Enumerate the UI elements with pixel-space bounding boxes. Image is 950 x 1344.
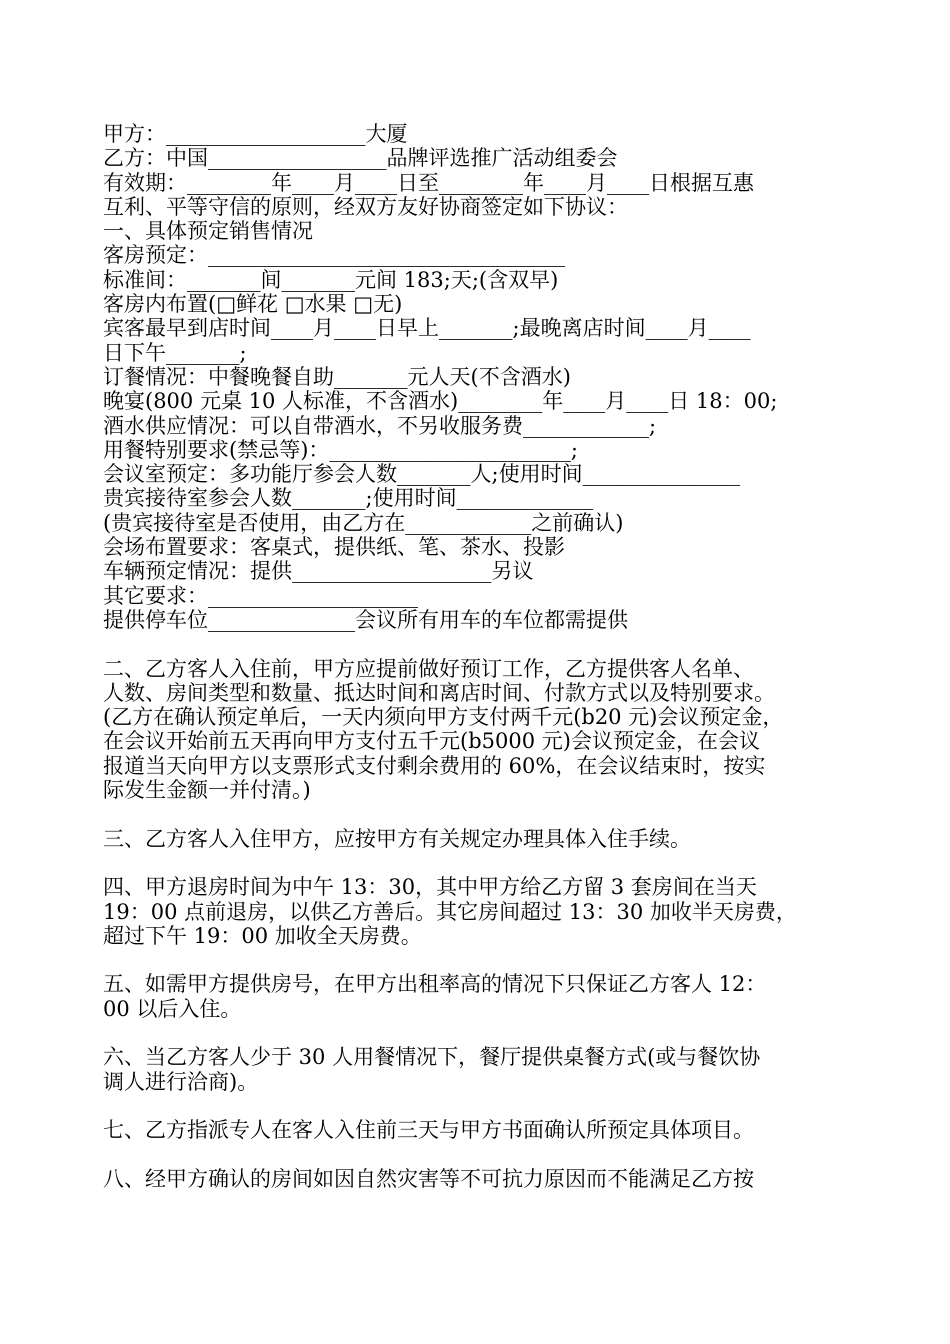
banquet-line: 晚宴(800 元桌 10 人标准，不含酒水)________年____月____日 18：00; <box>103 389 778 414</box>
paragraph-spacer <box>103 1021 863 1045</box>
vip-room-confirm-line: (贵宾接待室是否使用，由乙方在____________之前确认) <box>103 510 624 535</box>
paragraph-spacer <box>103 948 863 972</box>
clause-6-line: 六、当乙方客人少于 30 人用餐情况下，餐厅提供桌餐方式(或与餐饮协 <box>103 1045 761 1070</box>
dining-requirements-line: 用餐特别要求(禁忌等)：_______________________; <box>103 437 578 462</box>
clause-3 <box>103 827 863 851</box>
clause-8 <box>103 1167 863 1191</box>
parking-line: 提供停车位______________会议所有用车的车位都需提供 <box>103 607 628 632</box>
validity-line: 有效期：________年____月____日至________年____月____日根据互惠 <box>103 170 754 195</box>
clause-7-line: 七、乙方指派专人在客人入住前三天与甲方书面确认所预定具体项目。 <box>103 1118 754 1143</box>
paragraph-spacer <box>103 1094 863 1118</box>
room-arrangement-line: 客房内布置(□鲜花 □水果 □无) <box>103 292 403 317</box>
clause-2-line: 二、乙方客人入住前，甲方应提前做好预订工作，乙方提供客人名单、 <box>103 656 754 681</box>
arrival-departure-line-cont: 日下午_______; <box>103 340 247 365</box>
standard-room-line: 标准间：_______间_______元间 183;天;(含双早) <box>103 267 559 292</box>
party-a-line: 甲方：___________________大厦 <box>103 122 408 146</box>
vehicle-booking-line: 车辆预定情况：提供___________________另议 <box>103 559 534 584</box>
clause-5-line: 五、如需甲方提供房号，在甲方出租率高的情况下只保证乙方客人 12： <box>103 972 767 997</box>
section-1-title: 一、具体预定销售情况 <box>103 219 313 244</box>
document-page <box>103 122 863 1191</box>
section-header-and-booking <box>103 122 863 632</box>
clause-6-line: 调人进行洽商)。 <box>103 1069 259 1094</box>
clause-4-line: 超过下午 19：00 加收全天房费。 <box>103 923 422 948</box>
paragraph-spacer <box>103 851 863 875</box>
clause-8-line: 八、经甲方确认的房间如因自然灾害等不可抗力原因而不能满足乙方按 <box>103 1166 754 1191</box>
clause-6 <box>103 1045 863 1094</box>
clause-7 <box>103 1118 863 1142</box>
clause-2-line: 报道当天向甲方以支票形式支付剩余费用的 60%，在会议结束时，按实 <box>103 753 766 778</box>
other-requirements-line: 其它要求：____________________ <box>103 583 418 608</box>
clause-3-line: 三、乙方客人入住甲方，应按甲方有关规定办理具体入住手续。 <box>103 826 691 851</box>
drinks-supply-line: 酒水供应情况：可以自带酒水，不另收服务费____________; <box>103 413 657 438</box>
clause-2-line: (乙方在确认预定单后，一天内须向甲方支付两千元(b20 元)会议预定金， <box>103 705 784 730</box>
clause-2 <box>103 657 863 803</box>
paragraph-spacer <box>103 1142 863 1166</box>
meeting-room-line: 会议室预定：多功能厅参会人数_______人;使用时间_______________ <box>103 462 741 487</box>
paragraph-spacer <box>103 632 863 656</box>
party-b-line: 乙方：中国_________________品牌评选推广活动组委会 <box>103 146 618 171</box>
clause-5-line: 00 以后入住。 <box>103 996 242 1021</box>
vip-room-line: 贵宾接待室参会人数_______;使用时间_____________ <box>103 486 594 511</box>
clause-5 <box>103 972 863 1021</box>
clause-4-line: 四、甲方退房时间为中午 13：30，其中甲方给乙方留 3 套房间在当天 <box>103 875 757 900</box>
clause-4 <box>103 875 863 948</box>
paragraph-spacer <box>103 802 863 826</box>
agreement-intro-line: 互利、平等守信的原则，经双方友好协商签定如下协议： <box>103 194 628 219</box>
clause-2-line: 际发生金额一并付清。) <box>103 778 311 803</box>
clause-2-line: 在会议开始前五天再向甲方支付五千元(b5000 元)会议预定金，在会议 <box>103 729 760 754</box>
clause-4-line: 19：00 点前退房，以供乙方善后。其它房间超过 13：30 加收半天房费， <box>103 899 797 924</box>
venue-setup-line: 会场布置要求：客桌式，提供纸、笔、茶水、投影 <box>103 535 565 560</box>
arrival-departure-line: 宾客最早到店时间____月____日早上_______;最晚离店时间____月____ <box>103 316 751 341</box>
meal-booking-line: 订餐情况：中餐晚餐自助_______元人天(不含酒水) <box>103 364 571 389</box>
room-booking-line: 客房预定：__________________________________ <box>103 243 565 268</box>
clause-2-line: 人数、房间类型和数量、抵达时间和离店时间、付款方式以及特别要求。 <box>103 680 775 705</box>
